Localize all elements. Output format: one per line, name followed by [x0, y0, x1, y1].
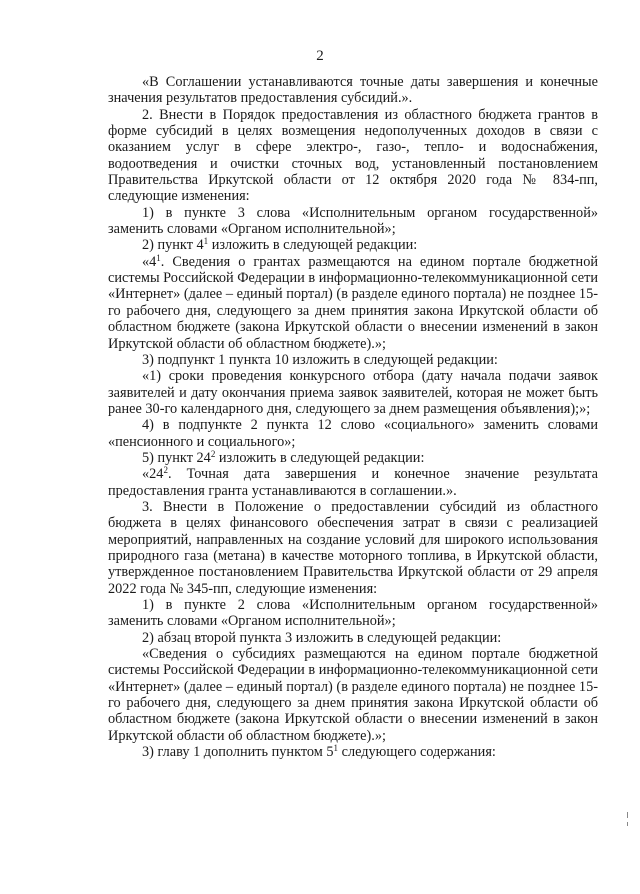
paragraph-text: 1) в пункте 2 слова «Исполнительным органом государственной» заменить словами «Органом исполнительной»;: [108, 597, 598, 630]
paragraph-text: 3. Внести в Положение о предоставлении субсидий из областного бюджета в целях финансового обеспечения затрат в связи с реализацией мероприятий, направленных на создание условий для широкого использования природного газа (метана) в качестве моторного топлива, в Иркутской области, утвержденное постановлением Правительства Иркутской области от 29 апреля 2022 года № 345-пп, следующие изменения:: [108, 498, 598, 597]
paragraph-text: «24: [142, 466, 164, 483]
superscript-index: 2: [163, 465, 168, 476]
paragraph: [108, 450, 598, 466]
paragraph-text: 1) в пункте 3 слова «Исполнительным органом государственной» заменить словами «Органом исполнительной»;: [108, 204, 598, 238]
paragraph: [108, 744, 598, 760]
paragraph-text-tail: . Точная дата завершения и конечное значение результата предоставления гранта устанавливаются в соглашении.».: [108, 466, 598, 499]
paragraph: [108, 254, 598, 352]
paragraph-text: 2) пункт 4: [142, 237, 204, 254]
superscript-index: 1: [203, 236, 209, 247]
paragraph: [108, 646, 598, 744]
scan-artifact-mark: [627, 812, 628, 818]
paragraph: [108, 237, 598, 253]
paragraph-text: 2. Внести в Порядок предоставления из областного бюджета грантов в форме субсидий в целях возмещения недополученных доходов в связи с оказанием услуг в сфере электро-, газо-, тепло- и водоснабжения, водоотведения и очистки сточных вод, установленный постановлением Правительства Иркутской области от 12 октября 2020 года № 834-пп, следующие изменения:: [108, 106, 598, 205]
paragraph-text: «1) сроки проведения конкурсного отбора (дату начала подачи заявок заявителей и дату окончания приема заявок заявителей, которая не может быть ранее 30-го календарного дня, следующего за днем размещения объявления);»;: [108, 368, 598, 417]
paragraph: [108, 74, 598, 107]
paragraph: [108, 417, 598, 450]
paragraph-text-tail: следующего содержания:: [338, 744, 496, 761]
superscript-index: 1: [156, 252, 161, 263]
paragraph-text-tail: изложить в следующей редакции:: [208, 237, 418, 254]
paragraph-text: 2) абзац второй пункта 3 изложить в следующей редакции:: [142, 629, 502, 646]
paragraph: [108, 466, 598, 499]
superscript-index: 1: [333, 743, 339, 754]
paragraph: [108, 499, 598, 597]
paragraph: [108, 597, 598, 630]
paragraph-text: 3) главу 1 дополнить пунктом 5: [142, 744, 334, 761]
paragraph-text-tail: . Сведения о грантах размещаются на едином портале бюджетной системы Российской Федерации в информационно-телекоммуникационной сети «Интернет» (далее – единый портал) (в разделе единого портала) не позднее 15-го рабочего дня, следующего за днем принятия закона Иркутской области об областном бюджете (закона Иркутской области о внесении изменений в закон Иркутской области об областном бюджете).»;: [108, 253, 598, 352]
paragraph: [108, 107, 598, 205]
paragraph: [108, 352, 598, 368]
paragraph-text: «4: [142, 253, 157, 270]
paragraph-text: 3) подпункт 1 пункта 10 изложить в следующей редакции:: [142, 351, 498, 368]
superscript-index: 2: [210, 448, 216, 459]
paragraph-text: «Сведения о субсидиях размещаются на едином портале бюджетной системы Российской Федерации в информационно-телекоммуникационной сети «Интернет» (далее – единый портал) (в разделе единого портала) не позднее 15-го рабочего дня, следующего за днем принятия закона Иркутской области об областном бюджете (закона Иркутской области о внесении изменений в закон Иркутской области об областном бюджете).»;: [108, 646, 598, 744]
scan-artifact-mark: [627, 822, 628, 826]
paragraph: [108, 630, 598, 646]
document-body: [108, 74, 598, 760]
paragraph: [108, 368, 598, 417]
paragraph: [108, 205, 598, 238]
paragraph-text-tail: изложить в следующей редакции:: [215, 449, 425, 466]
paragraph-text: 4) в подпункте 2 пункта 12 слово «социального» заменить словами «пенсионного и социального»;: [108, 417, 598, 450]
page-number: 2: [316, 48, 324, 64]
paragraph-text: «В Соглашении устанавливаются точные даты завершения и конечные значения результатов предоставления субсидий.».: [108, 74, 598, 107]
paragraph-text: 5) пункт 24: [142, 449, 211, 466]
